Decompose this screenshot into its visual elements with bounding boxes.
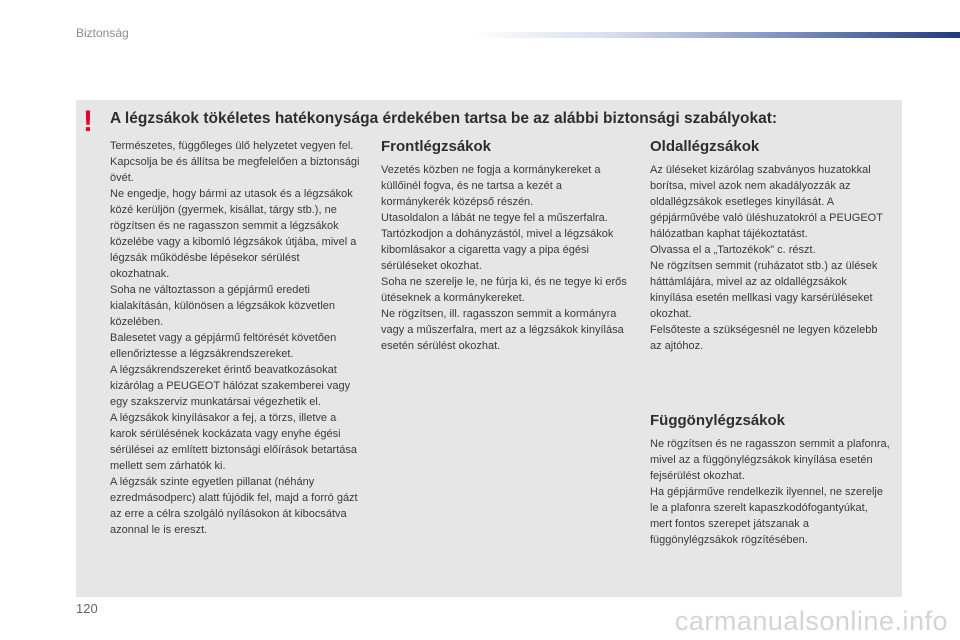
curtain-rule: Ne rögzítsen és ne ragasszon semmit a plafonra, mivel az a függönylégzsákok kinyílása esetén fejsérülést okozhat. [650, 438, 890, 482]
frontal-rule: Soha ne szerelje le, ne fúrja ki, és ne tegye ki erős ütéseknek a kormánykereket. [381, 276, 627, 304]
general-rule: A légzsákrendszereket érintő beavatkozásokat kizárólag a PEUGEOT hálózat szakemberei vagy egy szakszerviz munkatársai végezhetik el. [110, 364, 351, 408]
frontal-rule: Vezetés közben ne fogja a kormánykereket a küllőinél fogva, és ne tartsa a kezét a kormánykerék középső részén. [381, 164, 601, 208]
side-airbags-title: Oldallégzsákok [650, 138, 760, 155]
general-rule: Természetes, függőleges ülő helyzetet vegyen fel. [110, 140, 354, 152]
watermark: carmanualsonline.info [674, 606, 948, 636]
curtain-rule: Ha gépjárműve rendelkezik ilyennel, ne szerelje le a plafonra szerelt kapaszkodófogantyúkat, mert fontos szerepet játszanak a függönylégzsákok rögzítésében. [650, 486, 883, 546]
curtain-airbags-title: Függönylégzsákok [650, 412, 786, 429]
side-rule: Olvassa el a „Tartozékok” c. részt. [650, 244, 816, 256]
general-rules-column [110, 138, 360, 538]
frontal-rule: Ne rögzítsen, ill. ragasszon semmit a kormányra vagy a műszerfalra, mert az a légzsákok kinyílása esetén sérülést okozhat. [381, 308, 624, 352]
general-rule: A légzsákok kinyílásakor a fej, a törzs, illetve a karok sérülésének kockázata vagy enyhe égési sérülései az említett biztonsági előírások betartása mellett sem zárhatók ki. [110, 412, 358, 472]
general-rule: Kapcsolja be és állítsa be megfelelően a biztonsági övét. [110, 156, 360, 184]
side-rule: Ne rögzítsen semmit (ruházatot stb.) az ülések háttámlájára, mivel az az oldallégzsákok kinyílása esetén mellkasi vagy karsérüléseket okozhat. [650, 260, 878, 320]
frontal-rule: Utasoldalon a lábát ne tegye fel a műszerfalra. [381, 212, 608, 224]
section-title: Biztonság [76, 26, 129, 40]
curtain-airbags-column [650, 412, 890, 548]
frontal-rule: Tartózkodjon a dohányzástól, mivel a légzsákok kibomlásakor a cigaretta vagy a pipa égési sérüléseket okozhat. [381, 228, 614, 272]
general-rule: A légzsák szinte egyetlen pillanat (néhány ezredmásodperc) alatt fújódik fel, majd a forró gázt az erre a célra szolgáló nyílásokon át kibocsátva azonnal le is ereszt. [110, 476, 358, 536]
general-rule: Ne engedje, hogy bármi az utasok és a légzsákok közé kerüljön (gyermek, kisállat, tárgy stb.), ne rögzítsen és ne ragasszon semmit a légzsákok közelébe vagy a kibomló légzsákok útjába, mivel a légzsák működésbe lépésekor sérülést okozhatnak. [110, 188, 357, 280]
side-rule: Az üléseket kizárólag szabványos huzatokkal borítsa, mivel azok nem akadályozzák az oldallégzsákok esetleges kinyílását. A gépjárművébe való üléshuzatokról a PEUGEOT hálózatban kaphat tájékoztatást. [650, 164, 883, 240]
general-rule: Balesetet vagy a gépjármű feltörését követően ellenőriztesse a légzsákrendszereket. [110, 332, 337, 360]
page-number: 120 [76, 601, 98, 616]
panel-heading: A légzsákok tökéletes hatékonysága érdekében tartsa be az alábbi biztonsági szabályokat: [110, 110, 778, 127]
warning-exclamation-icon: ! [83, 105, 93, 138]
side-airbags-column [650, 138, 890, 354]
frontal-airbags-title: Frontlégzsákok [381, 138, 492, 155]
frontal-airbags-column [381, 138, 631, 354]
side-rule: Felsőteste a szükségesnél ne legyen közelebb az ajtóhoz. [650, 324, 878, 352]
general-rule: Soha ne változtasson a gépjármű eredeti kialakításán, különösen a légzsákok közvetlen közelében. [110, 284, 336, 328]
header-gradient-bar [470, 32, 960, 38]
